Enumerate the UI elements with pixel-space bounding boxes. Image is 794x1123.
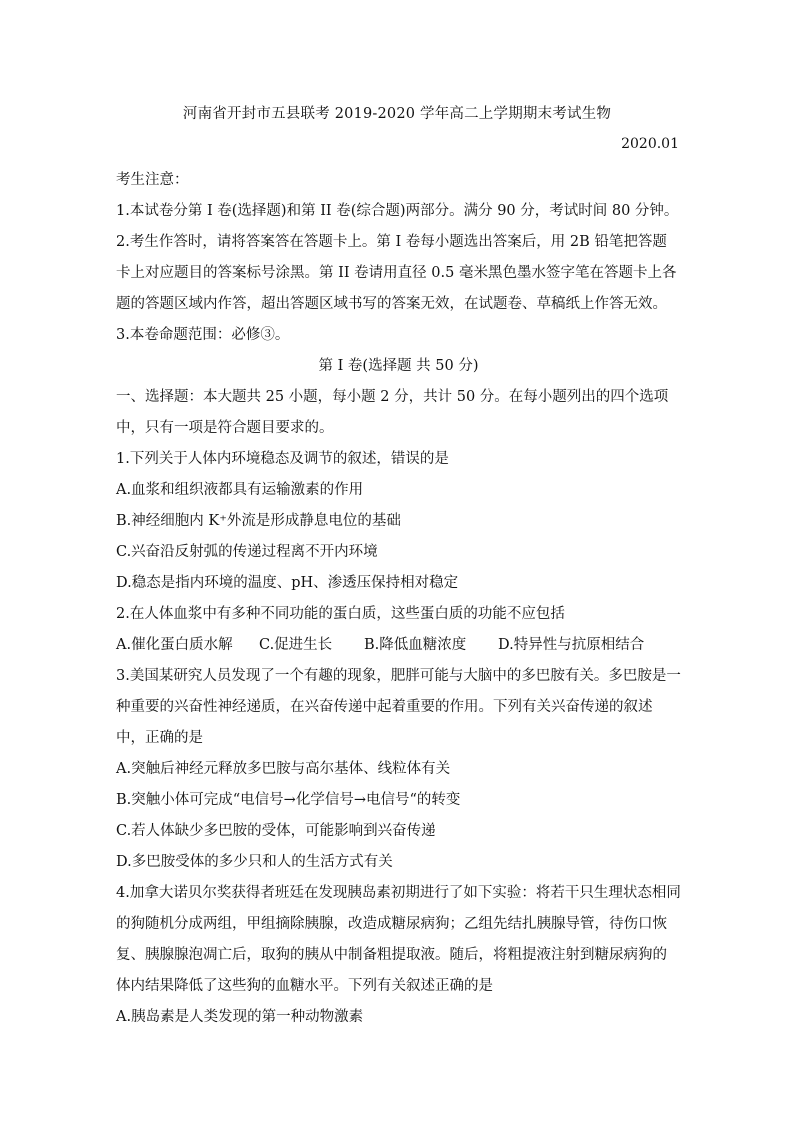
question-option: A.催化蛋白质水解	[116, 637, 233, 653]
question-option: A.突触后神经元释放多巴胺与高尔基体、线粒体有关	[116, 761, 451, 777]
question-option: C.若人体缺少多巴胺的受体，可能影响到兴奋传递	[116, 823, 436, 839]
question-stem: 1.下列关于人体内环境稳态及调节的叙述，错误的是	[116, 451, 449, 467]
exam-date: 2020.01	[621, 136, 679, 152]
question-option: A.胰岛素是人类发现的第一种动物激素	[116, 1009, 364, 1025]
question-option: B.神经细胞内 K⁺外流是形成静息电位的基础	[116, 513, 401, 529]
section-instruction: 一、选择题：本大题共 25 小题，每小题 2 分，共计 50 分。在每小题列出的四个选项中，只有一项是符合题目要求的。	[116, 389, 669, 436]
exam-content	[116, 165, 681, 1033]
exam-title: 河南省开封市五县联考 2019-2020 学年高二上学期期末考试生物	[182, 106, 612, 122]
question-option: D.特异性与抗原相结合	[498, 637, 645, 653]
question-stem: 2.在人体血浆中有多种不同功能的蛋白质，这些蛋白质的功能不应包括	[116, 606, 565, 622]
question-options-row	[116, 630, 681, 661]
section-title: 第 I 卷(选择题 共 50 分)	[318, 358, 479, 374]
question-option: A.血浆和组织液都具有运输激素的作用	[116, 482, 364, 498]
notice-item: 3.本卷命题范围：必修③。	[116, 327, 290, 343]
question-option: D.稳态是指内环境的温度、pH、渗透压保持相对稳定	[116, 575, 459, 591]
notice-item: 1.本试卷分第 I 卷(选择题)和第 II 卷(综合题)两部分。满分 90 分，考试时间 80 分钟。	[116, 203, 679, 219]
question-option: C.促进生长	[259, 637, 333, 653]
question-option: D.多巴胺受体的多少只和人的生活方式有关	[116, 854, 393, 870]
question-option: C.兴奋沿反射弧的传递过程离不开内环境	[116, 544, 378, 560]
question-stem: 3.美国某研究人员发现了一个有趣的现象，肥胖可能与大脑中的多巴胺有关。多巴胺是一种重要的兴奋性神经递质，在兴奋传递中起着重要的作用。下列有关兴奋传递的叙述中，正确的是	[116, 668, 681, 746]
question-option: B.降低血糖浓度	[364, 637, 467, 653]
question-option: B.突触小体可完成“电信号→化学信号→电信号“的转变	[116, 792, 461, 808]
notice-item: 2.考生作答时，请将答案答在答题卡上。第 I 卷每小题选出答案后，用 2B 铅笔把答题卡上对应题目的答案标号涂黑。第 II 卷请用直径 0.5 毫米黑色墨水签字笔在答题卡上各题的答题区域内作答，超出答题区域书写的答案无效，在试题卷、草稿纸上作答无效。	[116, 234, 677, 312]
question-stem: 4.加拿大诺贝尔奖获得者班廷在发现胰岛素初期进行了如下实验：将若干只生理状态相同的狗随机分成两组，甲组摘除胰腺，改造成糖尿病狗；乙组先结扎胰腺导管，待伤口恢复、胰腺腺泡凋亡后，取狗的胰从中制备粗提取液。随后，将粗提液注射到糖尿病狗的体内结果降低了这些狗的血糖水平。下列有关叙述正确的是	[116, 885, 681, 994]
notice-heading: 考生注意：	[116, 172, 189, 188]
